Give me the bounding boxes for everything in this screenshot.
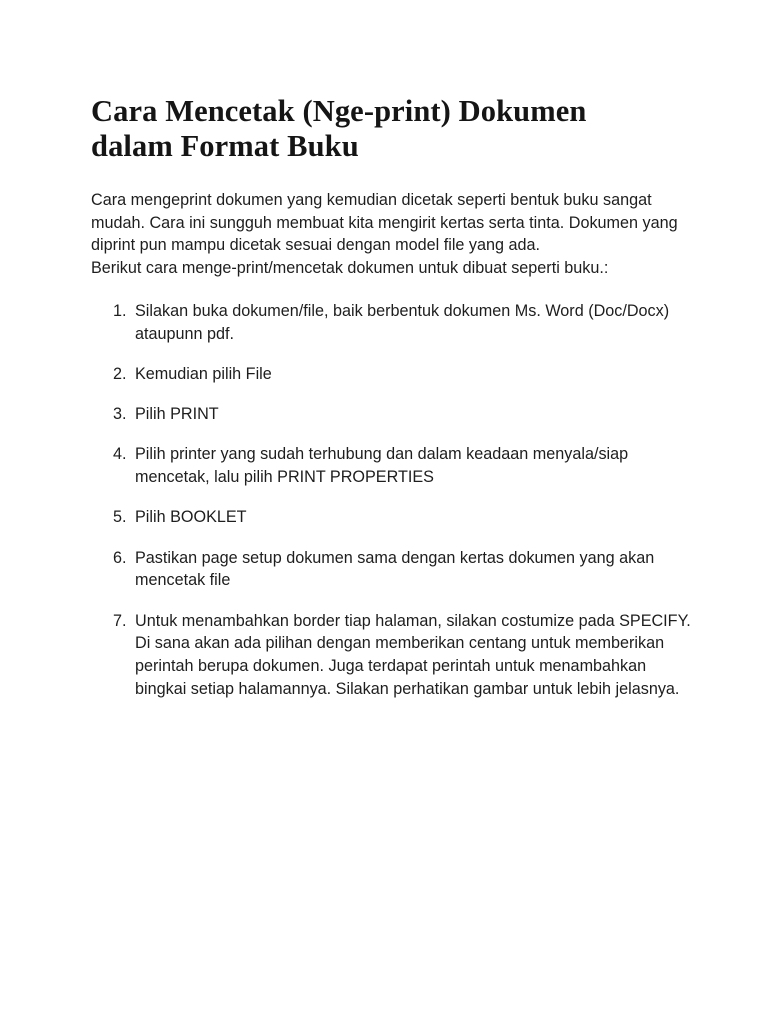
list-item xyxy=(91,363,691,386)
step-number: 3. xyxy=(113,405,127,424)
step-text: Pilih BOOKLET xyxy=(135,508,247,527)
steps-list xyxy=(91,300,691,701)
list-item xyxy=(91,547,691,592)
step-text: Pilih PRINT xyxy=(135,405,219,424)
intro-paragraph-1: Cara mengeprint dokumen yang kemudian dicetak seperti bentuk buku sangat mudah. Cara ini sungguh membuat kita mengirit kertas serta tinta. Dokumen yang diprint pun mampu dicetak sesuai dengan model file yang ada. xyxy=(91,191,678,255)
document-page xyxy=(91,94,691,718)
list-item xyxy=(91,300,691,345)
step-text: Silakan buka dokumen/file, baik berbentuk dokumen Ms. Word (Doc/Docx) ataupunn pdf. xyxy=(135,301,670,343)
step-number: 6. xyxy=(113,548,127,567)
step-number: 2. xyxy=(113,364,127,383)
list-item xyxy=(91,403,691,426)
list-item xyxy=(91,610,691,701)
list-item xyxy=(91,506,691,529)
step-text: Pilih printer yang sudah terhubung dan dalam keadaan menyala/siap mencetak, lalu pilih PRINT PROPERTIES xyxy=(135,445,629,487)
intro-paragraph-2: Berikut cara menge-print/mencetak dokumen untuk dibuat seperti buku.: xyxy=(91,259,609,278)
step-number: 4. xyxy=(113,445,127,464)
step-text: Pastikan page setup dokumen sama dengan kertas dokumen yang akan mencetak file xyxy=(135,548,655,590)
intro-section xyxy=(91,189,691,280)
step-text: Kemudian pilih File xyxy=(135,364,272,383)
list-item xyxy=(91,443,691,488)
step-number: 5. xyxy=(113,508,127,527)
title-line-1: Cara Mencetak (Nge-print) Dokumen xyxy=(91,94,587,128)
title-line-2: dalam Format Buku xyxy=(91,129,359,163)
step-number: 7. xyxy=(113,611,127,630)
step-number: 1. xyxy=(113,301,127,320)
step-text: Untuk menambahkan border tiap halaman, silakan costumize pada SPECIFY. Di sana akan ada pilihan dengan memberikan centang untuk memberikan perintah berupa dokumen. Juga terdapat perintah untuk menambahkan bingkai setiap halamannya. Silakan perhatikan gambar untuk lebih jelasnya. xyxy=(135,611,691,698)
document-title xyxy=(91,94,691,164)
